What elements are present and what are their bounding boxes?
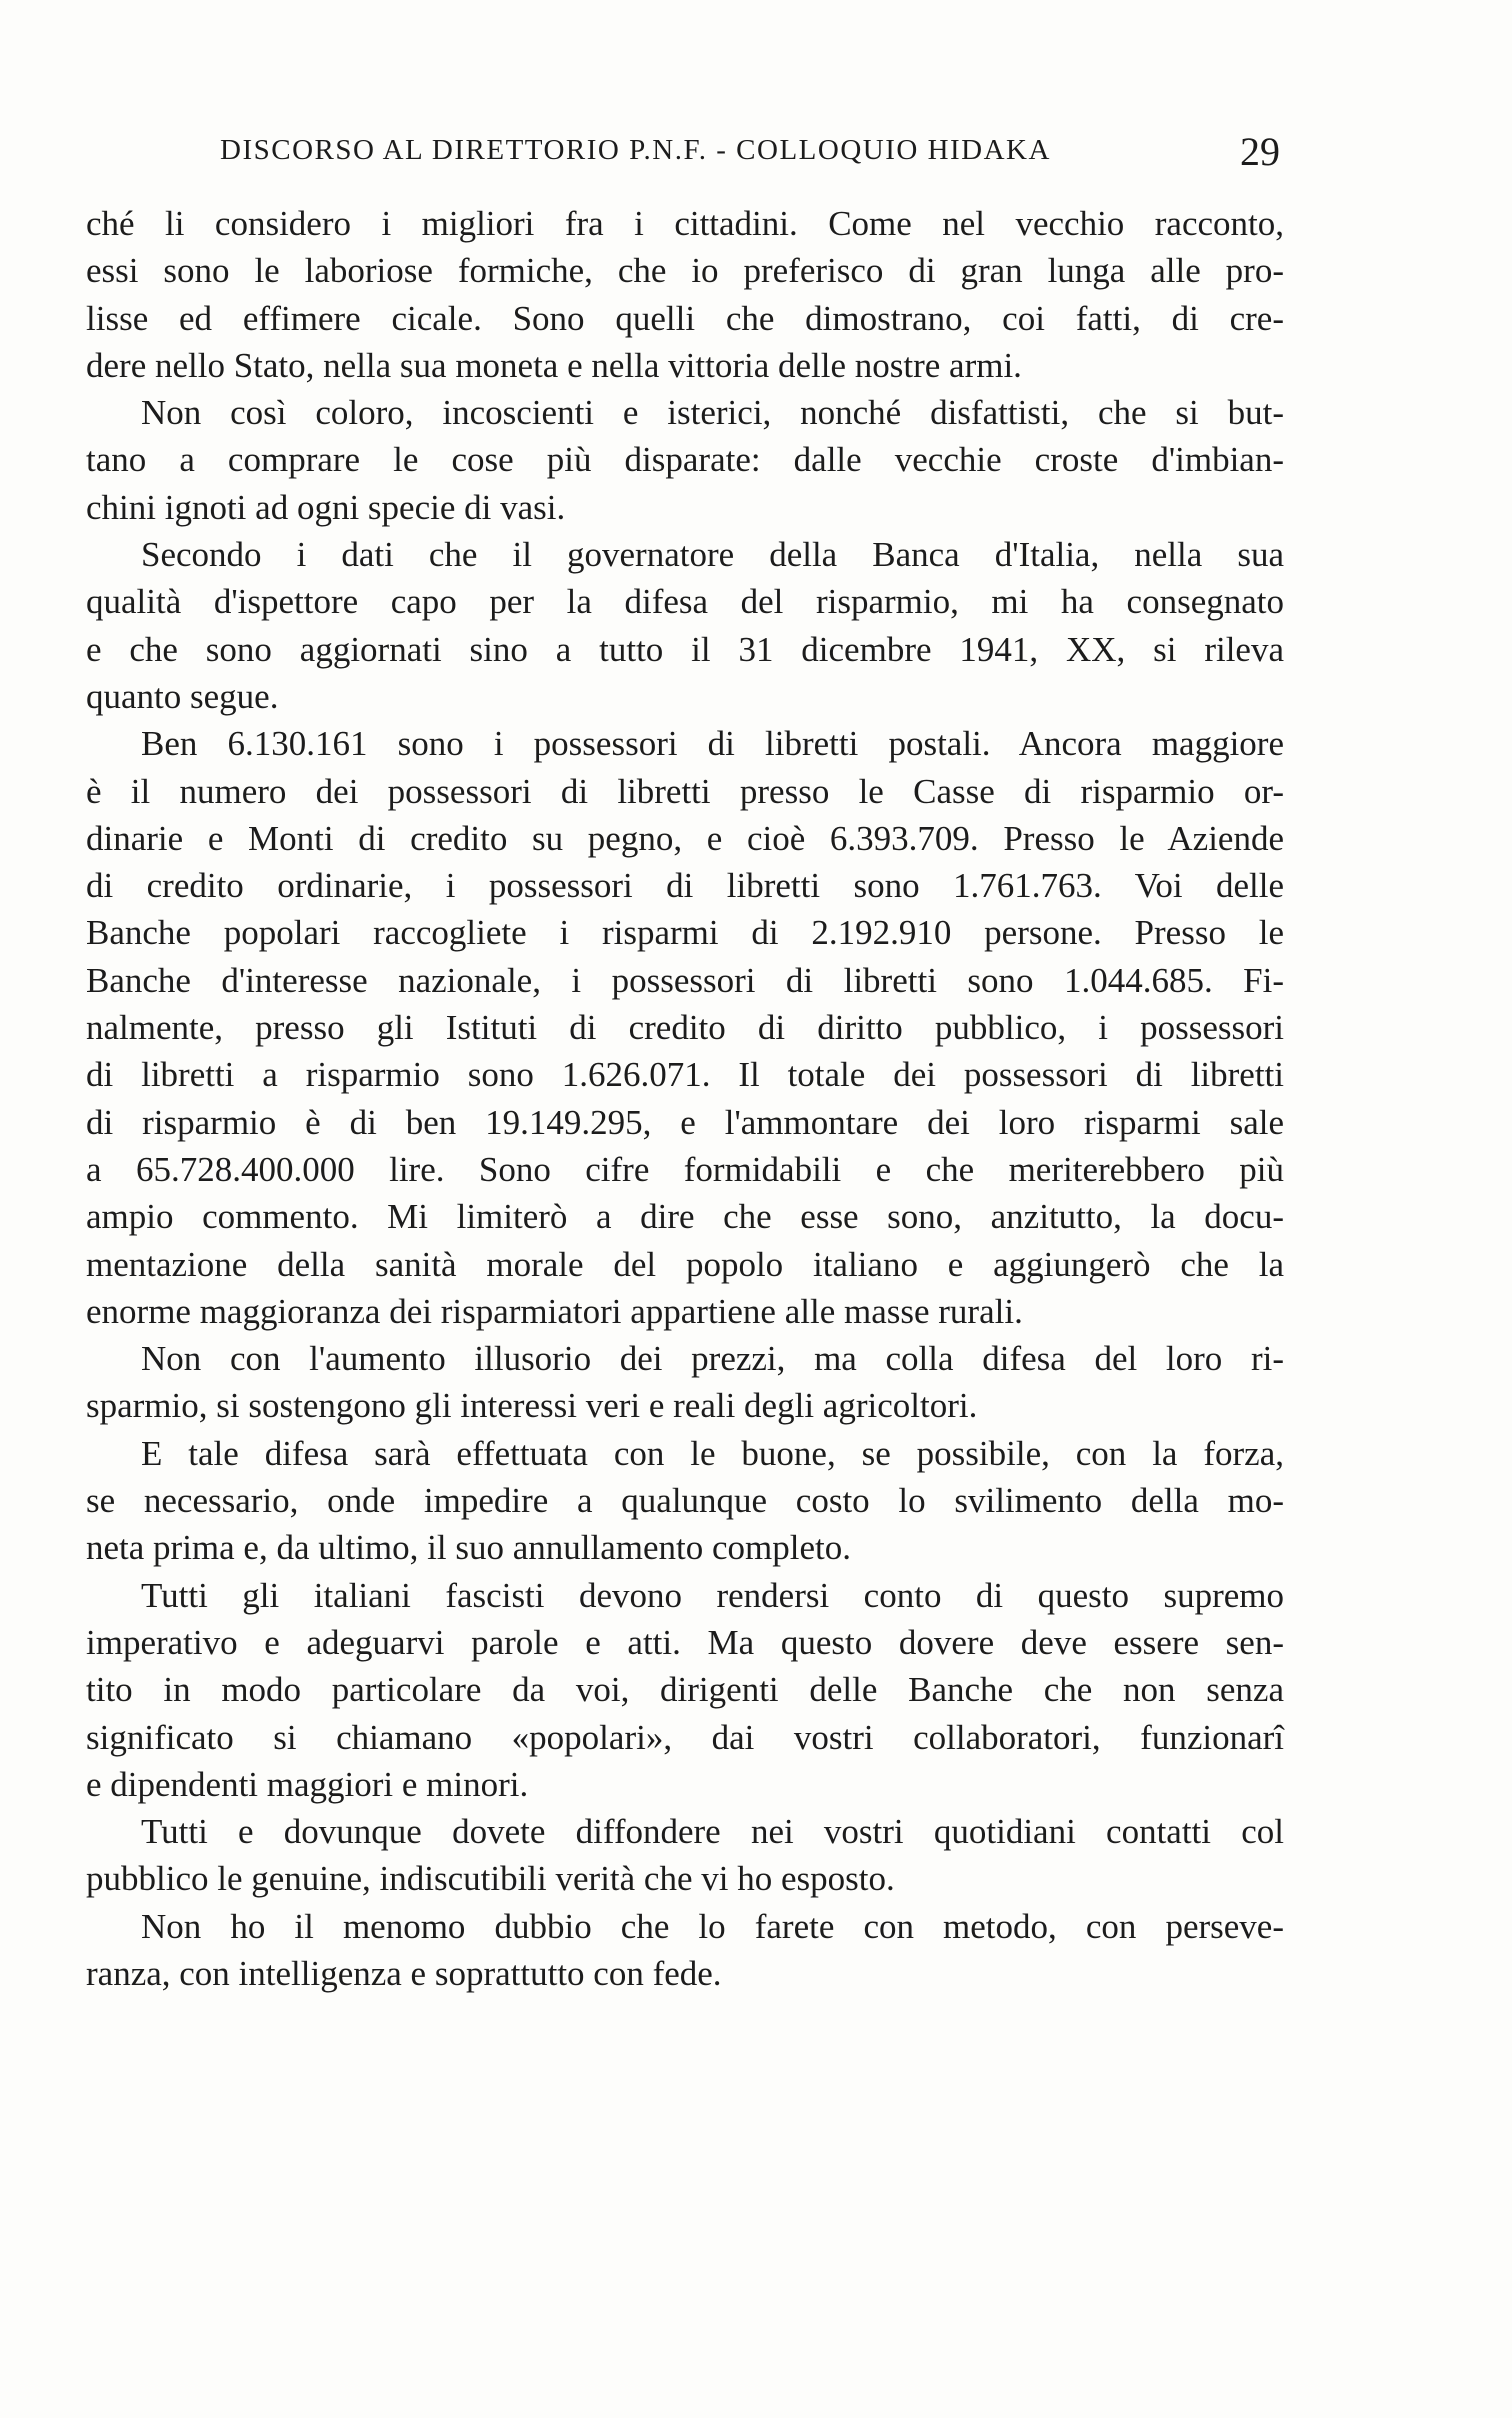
text-line: quanto segue. (86, 676, 279, 716)
text-line: imperativo e adeguarvi parole e atti. Ma questo dovere deve essere sen- (86, 1622, 1284, 1662)
text-line: di libretti a risparmio sono 1.626.071. Il totale dei possessori di libretti (86, 1055, 1284, 1095)
running-head (220, 128, 1280, 178)
text-line: nalmente, presso gli Istituti di credito di diritto pubblico, i possessori (86, 1008, 1284, 1048)
text-line: e dipendenti maggiori e minori. (86, 1764, 529, 1804)
text-line: di credito ordinarie, i possessori di libretti sono 1.761.763. Voi delle (86, 866, 1284, 906)
text-line: lisse ed effimere cicale. Sono quelli che dimostrano, coi fatti, di cre- (86, 298, 1284, 338)
text-line: ranza, con intelligenza e soprattutto con fede. (86, 1953, 722, 1993)
text-line: enorme maggioranza dei risparmiatori appartiene alle masse rurali. (86, 1291, 1023, 1331)
text-line: a 65.728.400.000 lire. Sono cifre formidabili e che meriterebbero più (86, 1149, 1284, 1189)
text-line: Banche d'interesse nazionale, i possessori di libretti sono 1.044.685. Fi- (86, 960, 1284, 1000)
text-line: Secondo i dati che il governatore della Banca d'Italia, nella sua (141, 535, 1284, 575)
running-title: DISCORSO AL DIRETTORIO P.N.F. - COLLOQUIO HIDAKA (220, 134, 1051, 166)
text-line: se necessario, onde impedire a qualunque costo lo svilimento della mo- (86, 1481, 1284, 1521)
text-line: significato si chiamano «popolari», dai vostri collaboratori, funzionarî (86, 1717, 1284, 1757)
text-line: mentazione della sanità morale del popolo italiano e aggiungerò che la (86, 1244, 1284, 1284)
text-line: Non ho il menomo dubbio che lo farete con metodo, con perseve- (141, 1906, 1284, 1946)
text-line: qualità d'ispettore capo per la difesa del risparmio, mi ha consegnato (86, 582, 1284, 622)
text-line: pubblico le genuine, indiscutibili verità che vi ho esposto. (86, 1859, 895, 1899)
body-text (86, 200, 1284, 1997)
text-line: Non con l'aumento illusorio dei prezzi, ma colla difesa del loro ri- (141, 1339, 1284, 1379)
text-line: Ben 6.130.161 sono i possessori di libretti postali. Ancora maggiore (141, 724, 1284, 764)
text-line: dere nello Stato, nella sua moneta e nella vittoria delle nostre armi. (86, 345, 1022, 385)
text-line: neta prima e, da ultimo, il suo annullamento completo. (86, 1528, 851, 1568)
text-line: Tutti gli italiani fascisti devono rendersi conto di questo supremo (141, 1575, 1284, 1615)
text-line: ampio commento. Mi limiterò a dire che esse sono, anzitutto, la docu- (86, 1197, 1284, 1237)
text-line: sparmio, si sostengono gli interessi veri e reali degli agricoltori. (86, 1386, 978, 1426)
text-line: è il numero dei possessori di libretti presso le Casse di risparmio or- (86, 771, 1284, 811)
text-line: ché li considero i migliori fra i cittadini. Come nel vecchio racconto, (86, 204, 1284, 243)
text-line: Banche popolari raccogliete i risparmi di 2.192.910 persone. Presso le (86, 913, 1284, 953)
text-line: e che sono aggiornati sino a tutto il 31 dicembre 1941, XX, si rileva (86, 629, 1284, 669)
text-line: E tale difesa sarà effettuata con le buone, se possibile, con la forza, (141, 1433, 1284, 1473)
text-line: di risparmio è di ben 19.149.295, e l'ammontare dei loro risparmi sale (86, 1102, 1284, 1142)
text-line: tano a comprare le cose più disparate: dalle vecchie croste d'imbian- (86, 440, 1284, 480)
page-number: 29 (1240, 129, 1280, 174)
text-line: Tutti e dovunque dovete diffondere nei vostri quotidiani contatti col (141, 1812, 1284, 1852)
text-line: tito in modo particolare da voi, dirigenti delle Banche che non senza (86, 1670, 1284, 1710)
text-line: dinarie e Monti di credito su pegno, e cioè 6.393.709. Presso le Aziende (86, 818, 1284, 858)
text-line: chini ignoti ad ogni specie di vasi. (86, 487, 566, 527)
text-line: essi sono le laboriose formiche, che io preferisco di gran lunga alle pro- (86, 251, 1284, 291)
text-line: Non così coloro, incoscienti e isterici, nonché disfattisti, che si but- (141, 393, 1284, 433)
